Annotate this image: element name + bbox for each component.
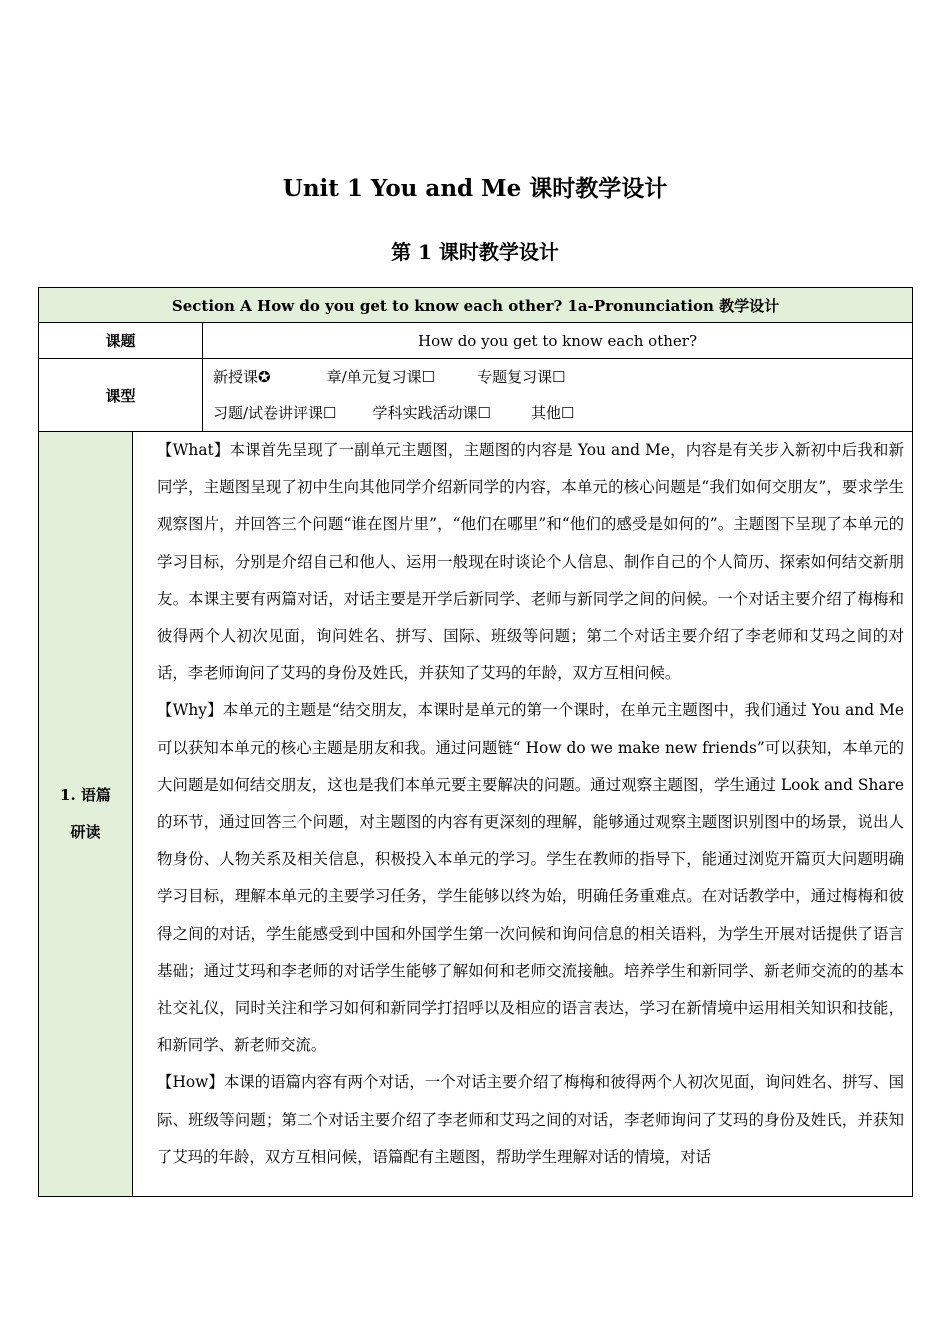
document-subtitle: 第 1 课时教学设计 bbox=[391, 240, 559, 264]
section-header: Section A How do you get to know each other? 1a-Pronunciation 教学设计 bbox=[39, 288, 913, 323]
text-analysis-content bbox=[133, 432, 913, 1197]
paragraph-what: 【What】本课首先呈现了一副单元主题图，主题图的内容是 You and Me，内容是有关步入新初中后我和新同学，主题图呈现了初中生向其他同学介绍新同学的内容，本单元的核心问题是“我们如何交朋友”，要求学生观察图片，并回答三个问题“谁在图片里”，“他们在哪里”和“他们的感受是如何的”。主题图下呈现了本单元的学习目标，分别是介绍自己和他人、运用一般现在时谈论个人信息、制作自己的个人简历、探索如何结交新朋友。本课主要有两篇对话，对话主要是开学后新同学、老师与新同学之间的问候。一个对话主要介绍了梅梅和彼得两个人初次见面，询问姓名、拼写、国际、班级等问题；第二个对话主要介绍了李老师和艾玛之间的对话，李老师询问了艾玛的身份及姓氏，并获知了艾玛的年龄，双方互相问候。 bbox=[157, 441, 904, 683]
text-analysis-label bbox=[39, 432, 133, 1197]
type-option-exercise-review: 习题/试卷讲评课☐ bbox=[213, 404, 337, 422]
paragraph-why: 【Why】本单元的主题是“结交朋友，本课时是单元的第一个课时，在单元主题图中，我们通过 You and Me 可以获知本单元的核心主题是朋友和我。通过问题链“ How do we make new friends”可以获知，本单元的大问题是如何结交朋友，这也是我们本单元要主要解决的问题。通过观察主题图，学生通过 Look and Share 的环节，通过回答三个问题，对主题图的内容有更深刻的理解，能够通过观察主题图识别图中的场景，说出人物身份、人物关系及相关信息，积极投入本单元的学习。学生在教师的指导下，能通过浏览开篇页大问题明确学习目标，理解本单元的主要学习任务，学生能够以终为始，明确任务重难点。在对话教学中，通过梅梅和彼得之间的对话，学生能感受到中国和外国学生第一次问候和询问信息的相关语料，为学生开展对话提供了语言基础；通过艾玛和李老师的对话学生能够了解如何和老师交流接触。培养学生和新同学、新老师交流的的基本社交礼仪，同时关注和学习如何和新同学打招呼以及相应的语言表达，学习在新情境中运用相关知识和技能，和新同学、新老师交流。 bbox=[157, 701, 904, 1055]
type-option-practice-activity: 学科实践活动课☐ bbox=[372, 404, 491, 422]
text-analysis-label-line-2: 研读 bbox=[70, 823, 101, 841]
type-option-other: 其他☐ bbox=[530, 404, 575, 422]
type-option-new-lesson: 新授课✪ bbox=[213, 368, 271, 386]
topic-value: How do you get to know each other? bbox=[203, 323, 913, 359]
type-options-row-1 bbox=[203, 359, 912, 395]
lesson-design-table bbox=[38, 287, 913, 1197]
type-options bbox=[203, 359, 913, 432]
topic-label: 课题 bbox=[39, 323, 203, 359]
type-label: 课型 bbox=[39, 359, 203, 432]
type-option-topic-review: 专题复习课☐ bbox=[477, 368, 566, 386]
paragraph-how: 【How】本课的语篇内容有两个对话，一个对话主要介绍了梅梅和彼得两个人初次见面，询问姓名、拼写、国际、班级等问题；第二个对话主要介绍了李老师和艾玛之间的对话，李老师询问了艾玛的身份及姓氏，并获知了艾玛的年龄，双方互相问候，语篇配有主题图，帮助学生理解对话的情境，对话 bbox=[157, 1073, 904, 1166]
type-option-unit-review: 章/单元复习课☐ bbox=[326, 368, 436, 386]
document-title: Unit 1 You and Me 课时教学设计 bbox=[282, 175, 668, 202]
text-analysis-label-line-1: 1. 语篇 bbox=[60, 786, 111, 804]
type-options-row-2 bbox=[203, 395, 912, 431]
